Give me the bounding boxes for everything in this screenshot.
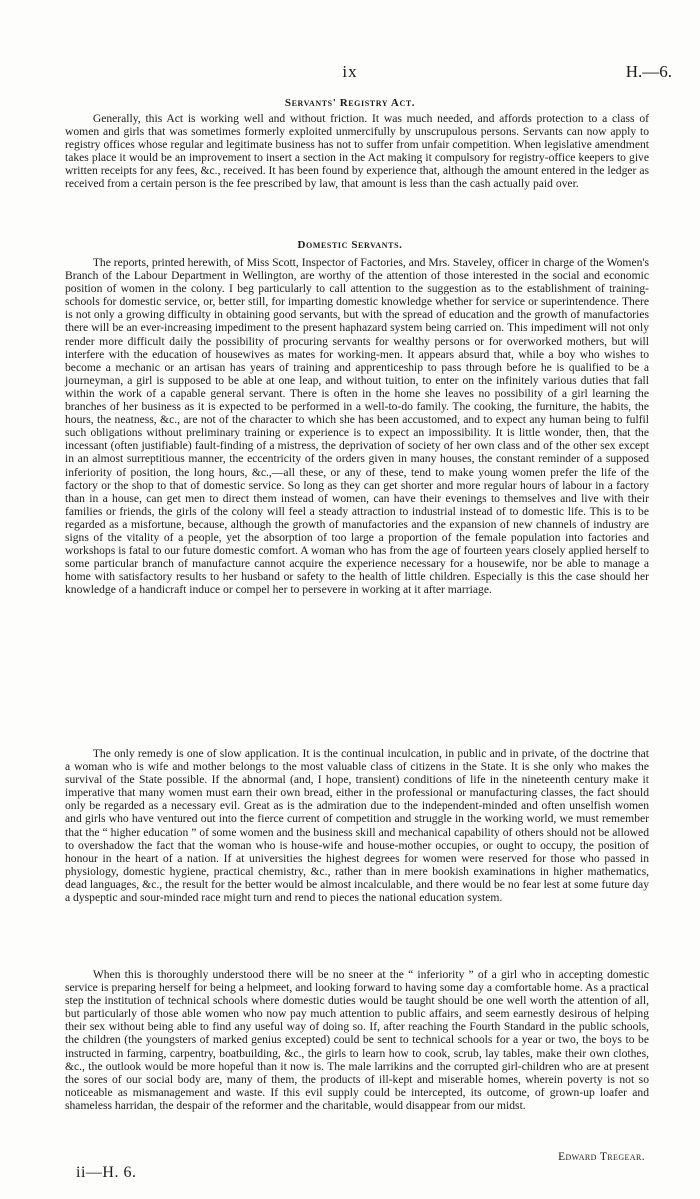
paragraph-domestic-servants-3: When this is thoroughly understood there will be no sneer at the “ inferiority ” of a girl who in accepting domestic service is preparing herself for being a helpmeet, and looking forward to having some day a comfortable home. As a practical step the institution of technical schools where domestic duties would be taught should be one well worth the attention of all, but particularly of those able women who now pay much attention to public affairs, and seem earnestly desirous of helping their sex without being able to find any useful way of doing so. If, after reaching the Fourth Standard in the public schools, the children (the youngsters of marked genius excepted) could be sent to technical schools for a year or two, the boys to be instructed in farming, carpentry, boatbuilding, &c., the girls to learn how to cook, scrub, lay tables, make their own clothes, &c., the outlook would be more hopeful than it now is. The male larrikins and the corrupted girl-children who are at present the sores of our social body are, many of them, the products of ill-kept and miserable homes, wherein poverty is not so noticeable as mismanagement and waste. If this evil supply could be intercepted, its outcome, of grown-up loafer and shameless harridan, the despair of the reformer and the charitable, would disappear from our midst. [65,968,649,1112]
paragraph-registry-act: Generally, this Act is working well and without friction. It was much needed, and affords protection to a class of women and girls that was sometimes formerly exploited unmercifully by unscrupulous persons. Servants can now apply to registry offices whose regular and legitimate business has not to suffer from unfair competition. When legislative amendment takes place it would be an improvement to insert a section in the Act making it compulsory for registry-office keepers to give written receipts for any fees, &c., received. It has been found by experience that, although the amount entered in the ledger as received from a certain person is the fee prescribed by law, that amount is less than the cash actually paid over. [65,112,649,191]
footer-code: ii—H. 6. [76,1164,137,1181]
page-number: ix [342,62,358,81]
document-code: H.—6. [625,62,672,81]
signature: Edward Tregear. [558,1151,645,1163]
paragraph-domestic-servants-1: The reports, printed herewith, of Miss Scott, Inspector of Factories, and Mrs. Staveley, officer in charge of the Women's Branch of the Labour Department in Wellington, are worthy of the attention of those interested in the social and economic position of women in the colony. I beg particularly to call attention to the suggestion as to the establishment of training-schools for domestic service, or, better still, for imparting domestic knowledge whether for service or superintendence. There is not only a growing difficulty in obtaining good servants, but with the spread of education and the growth of manufactories there will be an ever-increasing impediment to the present haphazard system being carried on. This impediment will not only render more difficult daily the possibility of procuring servants for wealthy persons or for overworked mothers, but will interfere with the education of housewives as mates for working-men. It appears absurd that, while a boy who wishes to become a mechanic or an artisan has years of training and apprenticeship to pass through before he is qualified to be a journeyman, a girl is supposed to be able at one leap, and without tuition, to enter on the infinitely various duties that fall within the work of a capable general servant. There is often in the home she leaves no possibility of a girl learning the branches of her business as it is expected to be performed in a well-to-do family. The cooking, the furniture, the habits, the hours, the neatness, &c., are not of the character to which she has been accustomed, and to expect any human being to fulfil such obligations without preliminary training or experience is to expect an impossibility. It is little wonder, then, that the incessant (often justifiable) fault-finding of a mistress, the deprivation of society of her own class and of the other sex except in an almost surreptitious manner, the eccentricity of the orders given in many houses, the constant reminder of a supposed inferiority of position, the long hours, &c.,—all these, or any of these, tend to make young women prefer the life of the factory or the shop to that of domestic service. So long as they can get shorter and more regular hours of labour in a factory than in a house, can get men to direct them instead of women, can have their evenings to themselves and live with their families or friends, the girls of the colony will feel a steady attraction to industrial instead of to domestic life. This is to be regarded as a misfortune, because, although the growth of manufactories and the expansion of new channels of industry are signs of the vitality of a people, yet the absorption of too large a proportion of the female population into factories and workshops is fatal to our future domestic comfort. A woman who has from the age of fourteen years closely applied herself to some particular branch of manufacture cannot acquire the experience necessary for a housewife, nor be able to manage a home with satisfactory results to her husband or safety to the health of little children. Especially is this the case should her knowledge of a handicraft induce or compel her to persevere in working at it after marriage. [65,256,649,597]
paragraph-domestic-servants-2: The only remedy is one of slow application. It is the continual inculcation, in public and in private, of the doctrine that a woman who is wife and mother belongs to the most valuable class of citizens in the State. It is she only who makes the survival of the State possible. If the abnormal (and, I hope, transient) conditions of life in the nineteenth century make it imperative that many women must earn their own bread, either in the professional or manufacturing classes, the fact should only be regarded as a necessary evil. Great as is the admiration due to the independent-minded and often unselfish women and girls who have ventured out into the fierce current of competition and struggle in the working world, we must remember that the “ higher education ” of some women and the business skill and mechanical capability of others should not be allowed to overshadow the fact that the woman who is house-wife and house-mother occupies, or ought to occupy, the position of honour in the heart of a nation. If at universities the highest degrees for women were reserved for those who passed in physiology, domestic hygiene, practical chemistry, &c., rather than in mere bookish examinations in higher mathematics, dead languages, &c., the result for the better would be almost incalculable, and there would be no fear lest at some future day a dyspeptic and sour-minded race might turn and rend to pieces the national education system. [65,747,649,905]
section-heading-servants-registry-act: Servants' Registry Act. [284,97,416,109]
section-heading-domestic-servants: Domestic Servants. [297,239,403,251]
